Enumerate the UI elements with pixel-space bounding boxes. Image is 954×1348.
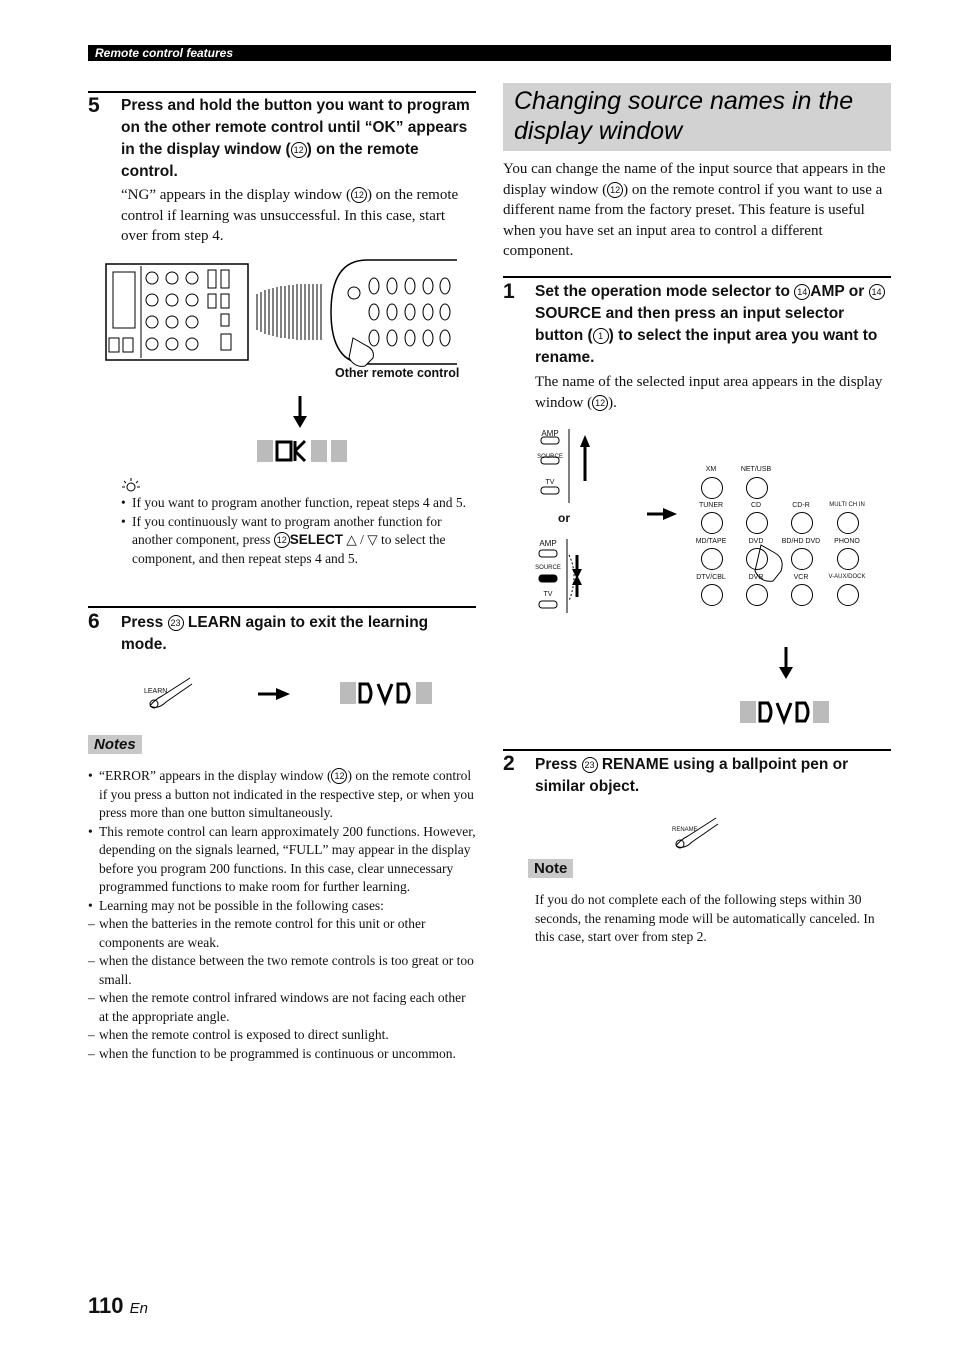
step5-rule: [88, 91, 476, 93]
note-item: • This remote control can learn approximately 200 functions. However, depending on the signals learned, “FULL” may appear in the display before you program 200 functions. In this case, clear unnecessary programmed functions to make room for further learning.: [88, 823, 476, 897]
tip-item: • If you want to program another function, repeat steps 4 and 5.: [121, 494, 473, 513]
amp-label: AMP: [541, 429, 559, 438]
input-button-phono[interactable]: [837, 548, 859, 570]
input-label-phono: PHONO: [834, 538, 860, 545]
or-label: or: [558, 511, 570, 525]
step6-number: 6: [88, 610, 100, 633]
note-text: If you do not complete each of the following steps within 30 seconds, the renaming mode will be automatically canceled. In this case, start over from step 2.: [535, 892, 875, 944]
input-label-xm: XM: [705, 466, 717, 473]
input-label-cd-r: CD-R: [792, 502, 810, 509]
note-label: Note: [528, 859, 573, 878]
step6-heading: Press 23 LEARN again to exit the learning mode.: [121, 614, 429, 653]
input-button-dvd[interactable]: [746, 548, 768, 570]
step1-heading: Set the operation mode selector to 14 AMP or 14SOURCE and then press an input selector button ( 1 ) to select the input area you want to rename.: [535, 281, 891, 369]
circled-12-icon: 12: [291, 142, 307, 158]
circled-12-icon: 12: [592, 395, 608, 411]
input-label-tuner: TUNER: [698, 502, 724, 509]
step5-body: “NG” appears in the display window ( 12 ) on the remote control if learning was unsuccessful. In this case, start over from step 4.: [121, 187, 459, 244]
circled-14-icon: 14: [794, 284, 810, 300]
input-label-cd: CD: [750, 502, 762, 509]
input-label-vcr: VCR: [793, 574, 809, 581]
section-title: Changing source names in the display window: [514, 87, 854, 145]
tips-list: [121, 494, 473, 568]
tv-label: TV: [545, 479, 555, 486]
input-label-bd-hd-dvd: BD/HD DVD: [781, 538, 821, 545]
notes-label-box: [88, 736, 142, 754]
input-button-vcr[interactable]: [791, 584, 813, 606]
input-selector-figure: [535, 425, 891, 725]
note-subitem: – when the function to be programmed is continuous or uncommon.: [88, 1045, 476, 1064]
circled-12-icon: 12: [274, 532, 290, 548]
note-item: • Learning may not be possible in the following cases: – when the batteries in the remote control for this unit or other components are weak. – when the distance between the two remote controls is too great or too small. – when the remote control infrared windows are not facing each other at the appropriate angle. – when the remote control is exposed to direct sunlight. – when the function to be programmed is continuous or uncommon.: [88, 897, 476, 1064]
note-item: • “ERROR” appears in the display window ( 12 ) on the remote control if you press a button not indicated in the respective step, or when you press more than one button simultaneously.: [88, 767, 476, 823]
input-label-multi-ch-in: MULTI CH IN: [829, 502, 865, 508]
input-label-dtv-cbl: DTV/CBL: [696, 574, 726, 581]
figure1-caption: Other remote control: [335, 366, 460, 380]
note-subitem: – when the distance between the two remote controls is too great or too small.: [88, 952, 476, 989]
circled-1-icon: 1: [593, 328, 609, 344]
step5-heading: Press and hold the button you want to program on the other remote control until “OK” appears in the display window ( 12 ) on the remote control.: [121, 97, 470, 180]
input-button-md-tape[interactable]: [701, 548, 723, 570]
learn-button-label: LEARN: [144, 688, 168, 695]
input-button-v-aux-dock[interactable]: [837, 584, 859, 606]
input-button-tuner[interactable]: [701, 512, 723, 534]
notes-list: [88, 767, 476, 1063]
input-label-md-tape: MD/TAPE: [695, 538, 727, 545]
circled-12-icon: 12: [351, 187, 367, 203]
learning-figure: [105, 258, 475, 470]
input-label-dvd: DVD: [748, 538, 764, 545]
step2-rule: [503, 749, 891, 751]
notes-sublist: [88, 915, 476, 1063]
circled-12-icon: 12: [607, 182, 623, 198]
tip-item: • If you continuously want to program another function for another component, press 12 SELECT △ / ▽ to select the component, and then repeat steps 4 and 5.: [121, 513, 473, 569]
step1-number: 1: [503, 280, 515, 303]
input-button-xm[interactable]: [701, 477, 723, 499]
step2-heading: Press 23 RENAME using a ballpoint pen or similar object.: [535, 756, 849, 795]
input-button-bd-hd-dvd[interactable]: [791, 548, 813, 570]
note-subitem: – when the remote control infrared windows are not facing each other at the appropriate angle.: [88, 989, 476, 1026]
source-label: SOURCE: [535, 565, 561, 571]
step2-number: 2: [503, 752, 515, 775]
input-button-cd-r[interactable]: [791, 512, 813, 534]
step5-number: 5: [88, 94, 100, 117]
note-subitem: – when the batteries in the remote control for this unit or other components are weak.: [88, 915, 476, 952]
input-label-net-usb: NET/USB: [740, 466, 772, 473]
input-button-multi-ch-in[interactable]: [837, 512, 859, 534]
header-section-title: Remote control features: [95, 46, 234, 60]
intro-text: You can change the name of the input source that appears in the display window ( 12 ) on the remote control if you want to use a different name from the factory preset. This feature is useful when you have set an input area to control a different component.: [503, 161, 886, 259]
input-button-dtv-cbl[interactable]: [701, 584, 723, 606]
tv-label: TV: [543, 591, 553, 598]
rename-button-label: RENAME: [672, 827, 698, 833]
remote-pair-illustration: [105, 258, 475, 470]
amp-label: AMP: [539, 539, 557, 548]
input-label-dvr: DVR: [748, 574, 764, 581]
step6-rule: [88, 606, 476, 608]
page-number: 110 En: [88, 1293, 148, 1318]
notes-label: Notes: [88, 735, 142, 754]
step1-body: The name of the selected input area appears in the display window ( 12 ).: [535, 374, 883, 411]
circled-23-icon: 23: [582, 757, 598, 773]
note-subitem: – when the remote control is exposed to direct sunlight.: [88, 1026, 476, 1045]
input-label-v-aux-dock: V-AUX/DOCK: [828, 574, 866, 580]
note-label-box: [528, 860, 573, 878]
input-button-cd[interactable]: [746, 512, 768, 534]
circled-14-icon: 14: [869, 284, 885, 300]
input-button-dvr[interactable]: [746, 584, 768, 606]
circled-23-icon: 23: [168, 615, 184, 631]
step1-rule: [503, 276, 891, 278]
source-label: SOURCE: [537, 454, 563, 460]
circled-12-icon: 12: [331, 768, 347, 784]
learn-figure: [140, 672, 440, 716]
input-button-net-usb[interactable]: [746, 477, 768, 499]
